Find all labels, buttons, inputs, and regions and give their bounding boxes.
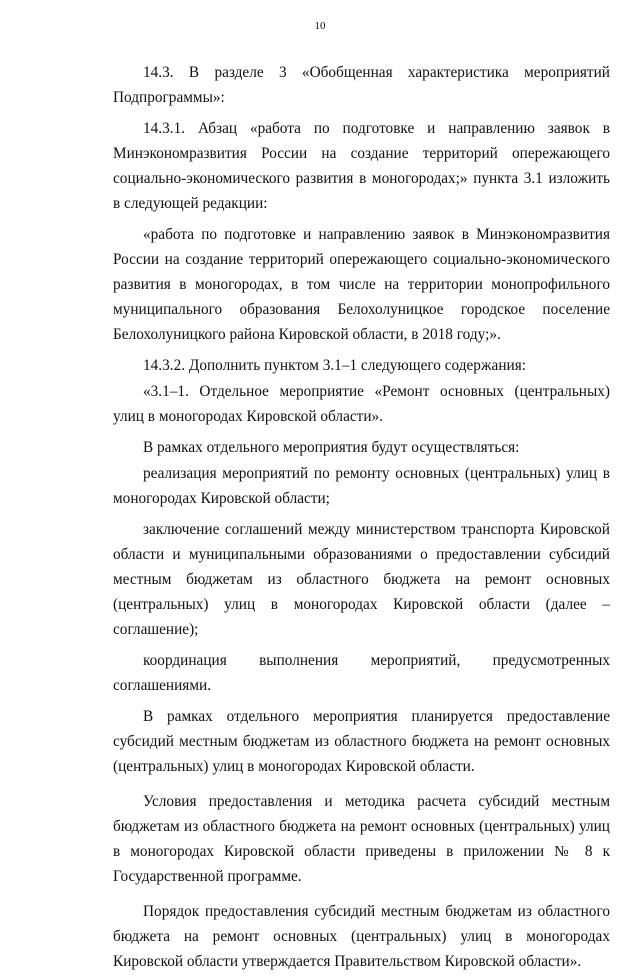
- quoted-new-wording-paragraph: «работа по подготовке и направлению заявок в Минэкономразвития России на создание территорий опережающего социально-экономического развития в моногородах, в том числе на территории монопрофильного муниципального образования Белохолуницкое городское поселение Белохолуницкого района Кировской области, в 2018 году;».: [113, 226, 610, 343]
- body-paragraph: В рамках отдельного мероприятия планируется предоставление субсидий местным бюджетам из областного бюджета на ремонт основных (центральных) улиц в моногородах Кировской области.: [113, 708, 610, 775]
- quoted-clause-paragraph: «3.1–1. Отдельное мероприятие «Ремонт основных (центральных) улиц в моногородах Кировской области».: [113, 383, 610, 425]
- body-paragraph: Условия предоставления и методика расчета субсидий местным бюджетам из областного бюджета на ремонт основных (центральных) улиц в моногородах Кировской области приведены в приложении № 8 к Государственной программе.: [113, 793, 610, 885]
- section-heading-paragraph: 14.3. В разделе 3 «Обобщенная характеристика мероприятий Подпрограммы»:: [113, 64, 610, 106]
- amendment-paragraph: 14.3.1. Абзац «работа по подготовке и направлению заявок в Минэкономразвития России на создание территорий опережающего социально-экономического развития в моногородах;» пункта 3.1 изложить в следующей редакции:: [113, 120, 610, 212]
- document-body: [113, 60, 610, 980]
- list-item-paragraph: координация выполнения мероприятий, предусмотренных соглашениями.: [113, 652, 610, 694]
- amendment-paragraph: 14.3.2. Дополнить пунктом 3.1–1 следующего содержания:: [143, 357, 526, 374]
- page-number: 10: [314, 20, 326, 32]
- body-paragraph: Порядок предоставления субсидий местным бюджетам из областного бюджета на ремонт основных (центральных) улиц в моногородах Кировской области утверждается Правительством Кировской области».: [113, 903, 610, 970]
- list-item-paragraph: реализация мероприятий по ремонту основных (центральных) улиц в моногородах Кировской области;: [113, 465, 610, 507]
- list-item-paragraph: заключение соглашений между министерством транспорта Кировской области и муниципальными образованиями о предоставлении субсидий местным бюджетам из областного бюджета на ремонт основных (центральных) улиц в моногородах Кировской области (далее – соглашение);: [113, 521, 610, 638]
- body-paragraph: В рамках отдельного мероприятия будут осуществляться:: [143, 439, 520, 456]
